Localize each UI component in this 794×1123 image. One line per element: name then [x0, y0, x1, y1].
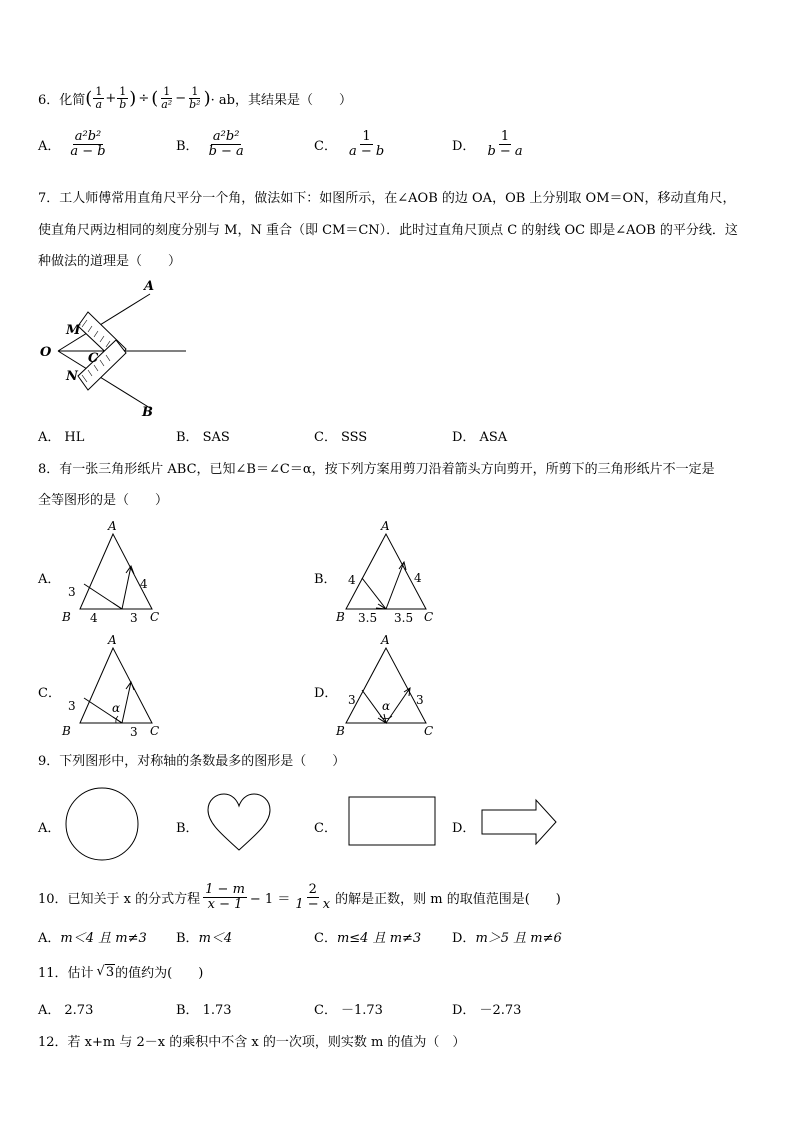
q6-paren-open-2: (	[151, 87, 159, 109]
q8c-vertex-b: B	[62, 724, 71, 738]
q7-option-a-text: HL	[64, 430, 85, 445]
q6-f2-den: b	[119, 97, 127, 111]
q10-option-d[interactable]	[452, 927, 562, 946]
q10-fraction-2	[293, 883, 332, 911]
q9-option-a-figure	[64, 786, 142, 864]
q9-option-b-figure	[204, 792, 274, 854]
q6-fraction-2	[117, 86, 128, 110]
q8c-vertex-a: A	[108, 633, 117, 647]
q11-option-b[interactable]	[176, 999, 232, 1018]
q8b-vertex-b: B	[336, 610, 345, 624]
q10-option-a-label: A．	[38, 931, 61, 946]
q6-paren-close-1: )	[129, 87, 137, 109]
q7-line-3: 种做法的道理是（ ）	[38, 254, 182, 269]
q6-div: ÷	[138, 90, 150, 106]
q7-option-d[interactable]	[452, 426, 507, 445]
q10-option-c-label: C．	[314, 931, 337, 946]
q8c-measure-2: α	[112, 701, 121, 715]
q7-option-c-text: SSS	[340, 430, 368, 445]
q8c-measure-1: 3	[68, 699, 76, 713]
q6-option-d-fraction	[485, 130, 524, 158]
q7-label-c: C	[88, 351, 99, 366]
q8-line-1: 8．有一张三角形纸片 ABC，已知∠B＝∠C＝α，按下列方案用剪刀沿着箭头方向剪开，所剪下的三角形纸片不一定是	[38, 462, 715, 477]
q12-text: 12．若 x+m 与 2－x 的乘积中不含 x 的一次项，则实数 m 的值为（ ）	[38, 1035, 466, 1050]
q7-option-a[interactable]	[38, 426, 84, 445]
q11-option-b-text: 1.73	[202, 1003, 232, 1018]
q8a-vertex-c: C	[150, 610, 160, 624]
q6-f3-den: a²	[161, 97, 173, 111]
q8c-measure-3: 3	[130, 725, 138, 739]
q7-option-b-label: B．	[176, 430, 199, 445]
q7-figure	[36, 272, 196, 422]
q6-paren-open-1: (	[85, 87, 93, 109]
q8d-vertex-c: C	[424, 724, 434, 738]
q11-lead: 11．估计	[38, 966, 94, 981]
q7-option-d-text: ASA	[479, 430, 508, 445]
q8-option-c-label[interactable]: C．	[38, 686, 61, 701]
q9-option-d-figure	[480, 798, 558, 846]
q6-option-a-num: a²b²	[74, 129, 102, 144]
q7-label-b: B	[142, 405, 153, 420]
q8b-vertex-a: A	[381, 519, 390, 533]
q8d-measure-2: α	[382, 699, 391, 713]
q8d-vertex-a: A	[381, 633, 390, 647]
q6-paren-close-2: )	[203, 87, 211, 109]
q7-option-c[interactable]	[314, 426, 367, 445]
q10-lead: 10．已知关于 x 的分式方程	[38, 891, 201, 907]
q6-f1-den: a	[95, 97, 103, 111]
q9-text: 9．下列图形中，对称轴的条数最多的图形是（ ）	[38, 754, 346, 769]
q8d-vertex-b: B	[336, 724, 345, 738]
q10-option-c-text: m≤4 且 m≠3	[336, 931, 422, 946]
q7-label-o: O	[40, 345, 52, 360]
q6-option-a-fraction	[68, 130, 107, 158]
q11-option-b-label: B．	[176, 1003, 199, 1018]
q10-option-a[interactable]	[38, 927, 147, 946]
q6-number: 6．	[38, 92, 60, 108]
q8-line-2: 全等图形的是（ ）	[38, 493, 169, 508]
q6-option-c[interactable]	[314, 130, 387, 158]
q10-option-d-text: m＞5 且 m≠6	[475, 931, 562, 946]
q9-option-b-label[interactable]: B．	[176, 821, 199, 836]
q8b-measure-1: 4	[348, 573, 356, 587]
q11-tail: 的值约为( )	[115, 966, 204, 981]
radical-icon: √	[96, 964, 105, 979]
q8-option-a-figure	[58, 518, 168, 628]
q10-f2-den: 1 − x	[295, 896, 331, 912]
q10-option-d-label: D．	[452, 931, 476, 946]
q6-option-a-label: A．	[38, 138, 61, 154]
q8-option-d-figure	[334, 632, 444, 742]
q7-option-d-label: D．	[452, 430, 476, 445]
q8b-vertex-c: C	[424, 610, 434, 624]
q10-f1-den: x − 1	[207, 896, 243, 912]
q11-option-a-label: A．	[38, 1003, 61, 1018]
q6-f1-num: 1	[95, 84, 103, 98]
q7-label-m: M	[66, 323, 81, 338]
q10-f1-num: 1 − m	[205, 881, 245, 897]
q6-option-b-label: B．	[176, 138, 199, 154]
q6-option-d-num: 1	[500, 129, 510, 144]
q6-option-c-den: a − b	[348, 143, 385, 159]
q6-option-d[interactable]	[452, 130, 526, 158]
q11-option-c-text: －1.73	[340, 1003, 383, 1018]
q7-line-1: 7．工人师傅常用直角尺平分一个角，做法如下：如图所示，在∠AOB 的边 OA，OB 上分别取 OM＝ON，移动直角尺，	[38, 191, 736, 206]
q8-option-a-label[interactable]: A．	[38, 572, 61, 587]
q6-plus: +	[105, 90, 117, 106]
q8a-measure-4: 4	[140, 577, 148, 591]
q8b-measure-2: 3.5	[358, 611, 378, 625]
q6-lead: 化简	[59, 92, 86, 108]
q6-option-b[interactable]	[176, 130, 247, 158]
arrow-shape	[482, 800, 556, 844]
q8a-measure-2: 4	[90, 611, 98, 625]
q6-option-b-num: a²b²	[212, 129, 240, 144]
q9-option-c-figure	[348, 796, 438, 848]
q6-option-d-label: D．	[452, 138, 476, 154]
q7-label-n: N	[66, 369, 78, 384]
q10-f2-num: 2	[308, 881, 317, 897]
q7-option-b-text: SAS	[202, 430, 230, 445]
q6-option-b-den: b − a	[208, 143, 244, 159]
q10-option-b[interactable]	[176, 927, 232, 946]
q10-fraction-1	[203, 883, 247, 911]
q8b-measure-4: 4	[414, 571, 422, 585]
question-11	[38, 962, 203, 981]
q7-label-a: A	[144, 279, 155, 294]
q8a-measure-1: 3	[68, 585, 76, 599]
q9-option-a-label[interactable]: A．	[38, 821, 61, 836]
q10-option-b-text: m＜4	[198, 931, 233, 946]
q8a-measure-3: 3	[130, 611, 138, 625]
q7-option-c-label: C．	[314, 430, 337, 445]
q11-option-d-label: D．	[452, 1003, 476, 1018]
q10-option-c[interactable]	[314, 927, 421, 946]
q11-option-c-label: C．	[314, 1003, 337, 1018]
q7-line-2: 使直角尺两边相同的刻度分别与 M，N 重合（即 CM＝CN）．此时过直角尺顶点 C 的射线 OC 即是∠AOB 的平分线．这	[38, 223, 738, 238]
q6-fraction-4	[187, 86, 202, 110]
q6-option-d-den: b − a	[487, 143, 523, 159]
q8a-vertex-a: A	[108, 519, 117, 533]
q6-minus: −	[175, 90, 187, 106]
q8d-measure-3: 3	[416, 693, 424, 707]
rectangle-shape	[349, 797, 435, 845]
heart-shape	[208, 794, 270, 850]
q6-fraction-3	[159, 86, 174, 110]
q6-f4-den: b²	[189, 97, 201, 111]
q8b-measure-3: 3.5	[394, 611, 414, 625]
q8a-vertex-b: B	[62, 610, 71, 624]
q6-option-c-fraction	[347, 130, 386, 158]
q6-f2-num: 1	[119, 84, 127, 98]
q8-option-b-figure	[334, 518, 444, 628]
q10-option-b-label: B．	[176, 931, 199, 946]
q6-option-a[interactable]	[38, 130, 109, 158]
q6-f4-num: 1	[191, 84, 199, 98]
q8d-measure-1: 3	[348, 693, 356, 707]
q6-fraction-1	[93, 86, 104, 110]
q11-option-d-text: －2.73	[479, 1003, 522, 1018]
q8-option-b-label[interactable]: B．	[314, 572, 337, 587]
q6-option-b-fraction	[207, 130, 246, 158]
q6-option-a-den: a − b	[70, 143, 106, 159]
question-10	[38, 876, 561, 918]
q6-option-c-label: C．	[314, 138, 337, 154]
q8c-vertex-c: C	[150, 724, 160, 738]
q9-option-d-label[interactable]: D．	[452, 821, 476, 836]
q11-option-c[interactable]	[314, 999, 383, 1018]
q11-radicand: 3	[105, 964, 115, 980]
q10-option-a-text: m＜4 且 m≠3	[60, 931, 147, 946]
q10-mid: − 1 ＝	[249, 891, 291, 907]
q9-option-c-label[interactable]: C．	[314, 821, 337, 836]
q6-f3-num: 1	[163, 84, 171, 98]
q7-option-a-label: A．	[38, 430, 61, 445]
question-6	[38, 86, 352, 110]
circle-shape	[66, 788, 138, 860]
q7-option-b[interactable]	[176, 426, 230, 445]
q6-option-c-num: 1	[362, 129, 371, 144]
q8-option-d-label[interactable]: D．	[314, 686, 338, 701]
q11-option-d[interactable]	[452, 999, 521, 1018]
q8-option-c-figure	[58, 632, 168, 742]
q6-tail: · ab，其结果是（ ）	[210, 92, 352, 108]
q10-tail: 的解是正数，则 m 的取值范围是( )	[335, 891, 561, 907]
q11-option-a-text: 2.73	[64, 1003, 94, 1018]
q11-option-a[interactable]	[38, 999, 93, 1018]
